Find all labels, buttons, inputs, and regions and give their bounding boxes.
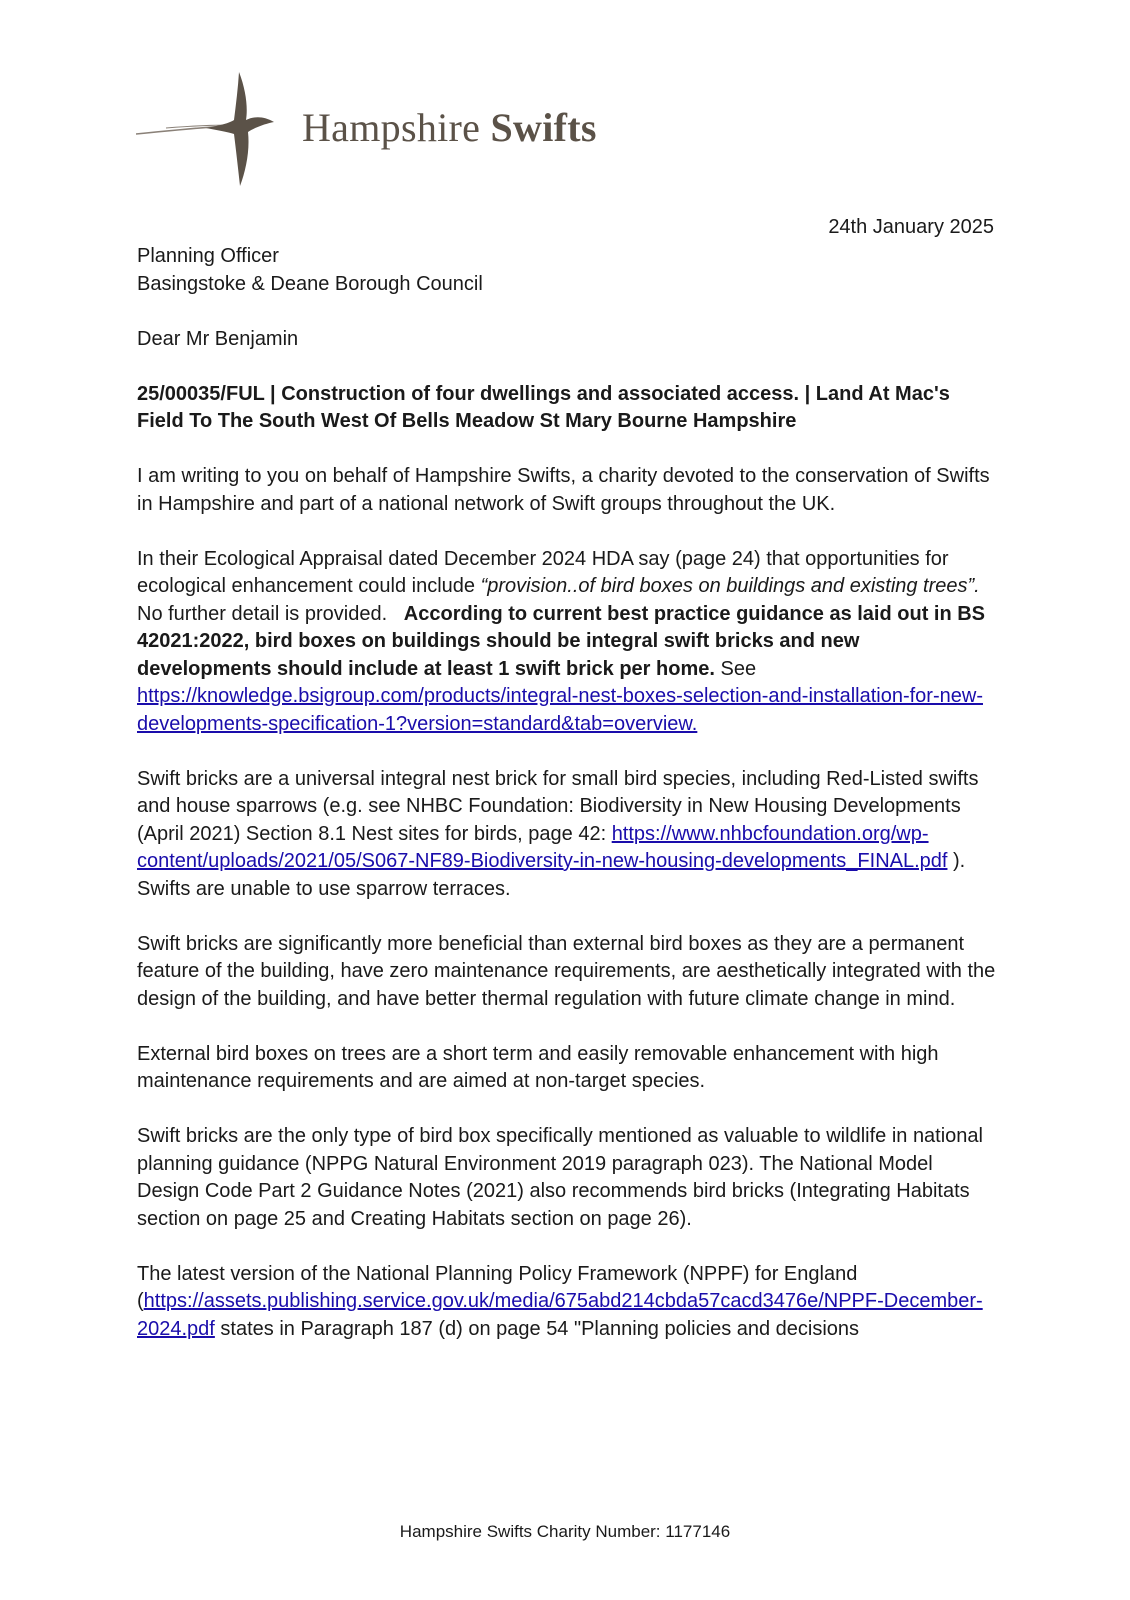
- paragraph-external-boxes: External bird boxes on trees are a short term and easily removable enhancement with high maintenance requirements and are aimed at non-target species.: [137, 1042, 939, 1092]
- hampshire-swifts-logo: [136, 70, 656, 190]
- footer-charity-number: Hampshire Swifts Charity Number: 1177146: [399, 1522, 731, 1541]
- subject-text: 25/00035/FUL | Construction of four dwellings and associated access. | Land At Mac's Field To The South West Of Bells Meadow St Mary Bourne Hampshire: [137, 382, 950, 432]
- letter-body: [137, 243, 1002, 1371]
- salutation: Dear Mr Benjamin: [137, 327, 299, 350]
- logo-text-light: Hampshire: [302, 105, 491, 150]
- paragraph-swift-bricks-universal: [137, 766, 997, 904]
- para2-quote: “provision..of bird boxes on buildings and existing trees”.: [480, 575, 980, 597]
- recipient-line-2: Basingstoke & Deane Borough Council: [137, 272, 483, 295]
- nppf-link[interactable]: https://assets.publishing.service.gov.uk/media/675abd214cbda57cacd3476e/NPPF-December-2024.pdf: [137, 1290, 983, 1340]
- para2-bold: According to current best practice guidance as laid out in BS 42021:2022, bird boxes on buildings should be integral swift bricks and new developments should include at least 1 swift brick per home.: [137, 602, 986, 680]
- recipient-line-1: Planning Officer: [137, 245, 279, 267]
- para2-text-b: No further detail is provided.: [137, 575, 1002, 625]
- paragraph-planning-guidance: Swift bricks are the only type of bird box specifically mentioned as valuable to wildlife in national planning guidance (NPPG Natural Environment 2019 paragraph 023). The National Model Design Code Part 2 Guidance Notes (2021) also recommends bird bricks (Integrating Habitats section on page 25 and Creating Habitats section on page 26).: [137, 1125, 983, 1230]
- logo-text-bold: Swifts: [490, 105, 597, 150]
- para2-text-a: In their Ecological Appraisal dated December 2024 HDA say (page 24) that opportunities for ecological enhancement could include: [137, 547, 949, 597]
- paragraph-benefits: Swift bricks are significantly more beneficial than external bird boxes as they are a permanent feature of the building, have zero maintenance requirements, are aesthetically integrated with the design of the building, and have better thermal regulation with future climate change in mind.: [137, 932, 996, 1010]
- swift-bird-icon: [136, 70, 286, 190]
- subject-line: [137, 381, 997, 436]
- para3-text-a: Swift bricks are a universal integral nest brick for small bird species, including Red-Listed swifts and house sparrows (e.g. see NHBC Foundation: Biodiversity in New Housing Developments (April 2021) Section 8.1 Nest sites for birds, page 42:: [137, 767, 979, 845]
- paragraph-nppf: [137, 1261, 997, 1344]
- para3-text-b: ). Swifts are unable to use sparrow terraces.: [137, 850, 982, 900]
- recipient-block: [137, 243, 997, 298]
- para7-text-a: The latest version of the National Planning Policy Framework (NPPF) for England (: [137, 1262, 858, 1312]
- para2-see: See: [714, 657, 762, 680]
- para7-text-b: states in Paragraph 187 (d) on page 54 "Planning policies and decisions: [214, 1317, 860, 1340]
- paragraph-ecological-appraisal: [137, 546, 1002, 739]
- bsi-guidance-link[interactable]: https://knowledge.bsigroup.com/products/integral-nest-boxes-selection-and-installation-for-new-developments-specification-1?version=standard&tab=overview.: [137, 685, 983, 735]
- letter-date: 24th January 2025: [828, 216, 994, 238]
- logo-wordmark: [302, 104, 597, 151]
- paragraph-intro: I am writing to you on behalf of Hampshire Swifts, a charity devoted to the conservation of Swifts in Hampshire and part of a national network of Swift groups throughout the UK.: [137, 465, 990, 515]
- nhbc-foundation-link[interactable]: https://www.nhbcfoundation.org/wp-content/uploads/2021/05/S067-NF89-Biodiversity-in-new-housing-developments_FINAL.pdf: [137, 822, 948, 872]
